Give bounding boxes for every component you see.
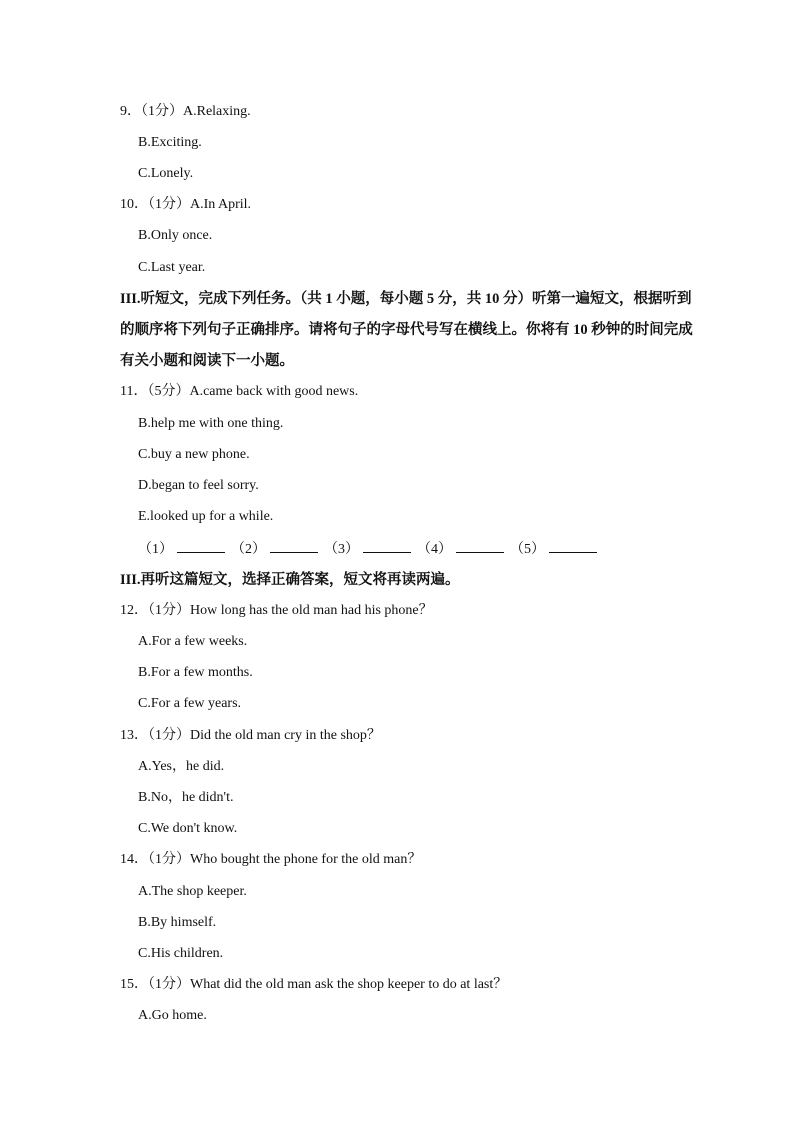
answer-blank-3[interactable] [363, 538, 411, 553]
question-10-option-c: C.Last year. [138, 260, 206, 275]
blank-label-2: （2） [231, 542, 266, 557]
question-11-stem: 11．（5分）A.came back with good news. [120, 384, 359, 399]
section-heading-line-3: 有关小题和阅读下一小题。 [120, 353, 294, 369]
blank-label-5: （5） [510, 542, 545, 557]
question-9-option-c: C.Lonely. [138, 166, 194, 181]
question-11-option-d: D.began to feel sorry. [138, 478, 259, 493]
question-14-option-b: B.By himself. [138, 915, 217, 930]
question-11-option-e: E.looked up for a while. [138, 509, 274, 524]
question-10-stem: 10．（1分）A.In April. [120, 197, 252, 212]
question-9-stem: 9．（1分）A.Relaxing. [120, 104, 251, 119]
question-11-option-c: C.buy a new phone. [138, 447, 250, 462]
question-14-stem: 14．（1分）Who bought the phone for the old man？ [120, 852, 422, 867]
answer-blank-1[interactable] [177, 538, 225, 553]
blank-label-4: （4） [417, 542, 452, 557]
question-11-option-b: B.help me with one thing. [138, 416, 284, 431]
blank-label-3: （3） [324, 542, 359, 557]
answer-blank-4[interactable] [456, 538, 504, 553]
question-15-option-a: A.Go home. [138, 1008, 207, 1023]
question-13-stem: 13．（1分）Did the old man cry in the shop？ [120, 728, 381, 743]
question-12-option-c: C.For a few years. [138, 696, 242, 711]
answer-blank-5[interactable] [549, 538, 597, 553]
question-15-stem: 15．（1分）What did the old man ask the shop keeper to do at last？ [120, 977, 508, 992]
question-13-option-b: B.No，he didn't. [138, 790, 234, 805]
question-14-option-c: C.His children. [138, 946, 224, 961]
section-heading-line-2: 的顺序将下列句子正确排序。请将句子的字母代号写在横线上。你将有 10 秒钟的时间完成 [120, 322, 693, 338]
section-heading-line-1: III.听短文，完成下列任务。（共 1 小题，每小题 5 分，共 10 分）听第一遍短文，根据听到 [120, 291, 692, 307]
question-13-option-c: C.We don't know. [138, 821, 238, 836]
question-12-option-a: A.For a few weeks. [138, 634, 248, 649]
answer-blank-2[interactable] [270, 538, 318, 553]
question-13-option-a: A.Yes，he did. [138, 759, 225, 774]
question-12-option-b: B.For a few months. [138, 665, 253, 680]
question-14-option-a: A.The shop keeper. [138, 884, 247, 899]
question-10-option-b: B.Only once. [138, 228, 213, 243]
question-9-option-b: B.Exciting. [138, 135, 202, 150]
blank-label-1: （1） [138, 542, 173, 557]
section-heading-second-listen: III.再听这篇短文，选择正确答案，短文将再读两遍。 [120, 572, 460, 588]
answer-blanks-row [138, 538, 603, 560]
question-12-stem: 12．（1分）How long has the old man had his phone？ [120, 603, 433, 618]
